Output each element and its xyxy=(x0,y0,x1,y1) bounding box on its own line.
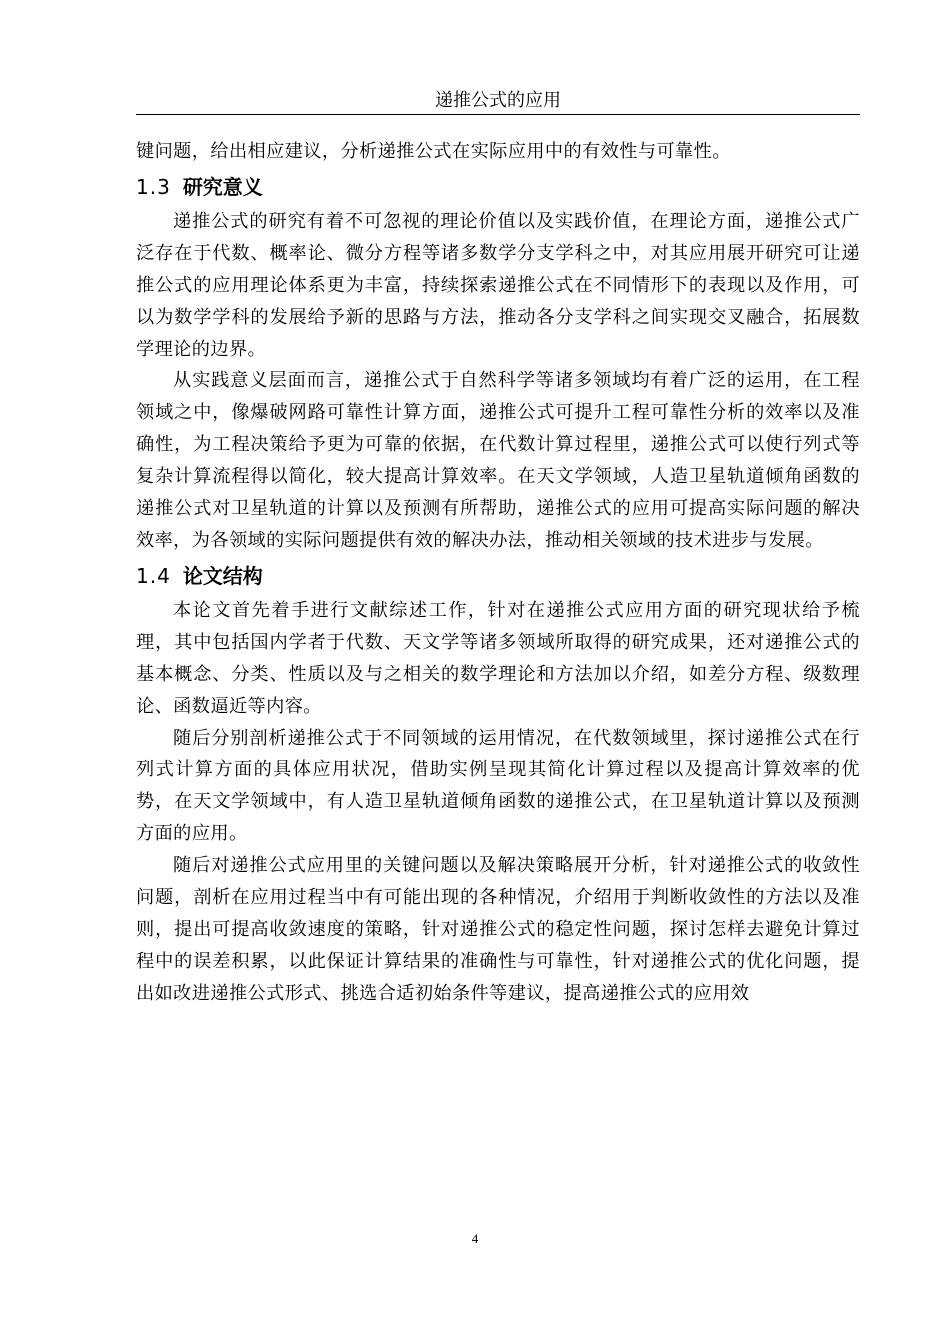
paragraph-literature-review: 本论文首先着手进行文献综述工作，针对在递推公式应用方面的研究现状给予梳理，其中包括国内学者于代数、天文学等诸多领域所取得的研究成果，还对递推公式的基本概念、分类、性质以及与之相关的数学理论和方法加以介绍，如差分方程、级数理论、函数逼近等内容。 xyxy=(136,599,860,717)
section-heading-1-4 xyxy=(136,557,860,595)
running-header-title: 递推公式的应用 xyxy=(435,90,561,111)
section-number: 1.4 xyxy=(136,563,171,588)
section-title: 论文结构 xyxy=(182,563,263,588)
section-heading-1-3 xyxy=(136,168,860,206)
page-number: 4 xyxy=(471,1231,479,1246)
document-body xyxy=(136,136,860,1010)
paragraph-theory-value: 递推公式的研究有着不可忽视的理论价值以及实践价值，在理论方面，递推公式广泛存在于代数、概率论、微分方程等诸多数学分支学科之中，对其应用展开研究可让递推公式的应用理论体系更为丰富，持续探索递推公式在不同情形下的表现以及作用，可以为数学学科的发展给予新的思路与方法，推动各分支学科之间实现交叉融合，拓展数学理论的边界。 xyxy=(136,210,860,360)
paragraph-continuation: 键问题，给出相应建议，分析递推公式在实际应用中的有效性与可靠性。 xyxy=(136,141,731,162)
paragraph-practice-value: 从实践意义层面而言，递推公式于自然科学等诸多领域均有着广泛的运用，在工程领域之中，像爆破网路可靠性计算方面，递推公式可提升工程可靠性分析的效率以及准确性，为工程决策给予更为可靠的依据，在代数计算过程里，递推公式可以使行列式等复杂计算流程得以简化，较大提高计算效率。在天文学领域，人造卫星轨道倾角函数的递推公式对卫星轨道的计算以及预测有所帮助，递推公式的应用可提高实际问题的解决效率，为各领域的实际问题提供有效的解决办法，推动相关领域的技术进步与发展。 xyxy=(136,370,860,551)
running-header xyxy=(136,88,860,115)
section-title: 研究意义 xyxy=(182,174,263,199)
section-number: 1.3 xyxy=(136,174,171,199)
paragraph-key-problems: 随后对递推公式应用里的关键问题以及解决策略展开分析，针对递推公式的收敛性问题，剖析在应用过程当中有可能出现的各种情况，介绍用于判断收敛性的方法以及准则，提出可提高收敛速度的策略，针对递推公式的稳定性问题，探讨怎样去避免计算过程中的误差积累，以此保证计算结果的准确性与可靠性，针对递推公式的优化问题，提出如改进递推公式形式、挑选合适初始条件等建议，提高递推公式的应用效 xyxy=(136,855,860,1004)
paragraph-applications: 随后分别剖析递推公式于不同领域的运用情况，在代数领域里，探讨递推公式在行列式计算方面的具体应用状况，借助实例呈现其简化计算过程以及提高计算效率的优势，在天文学领域中，有人造卫星轨道倾角函数的递推公式，在卫星轨道计算以及预测方面的应用。 xyxy=(136,727,860,845)
